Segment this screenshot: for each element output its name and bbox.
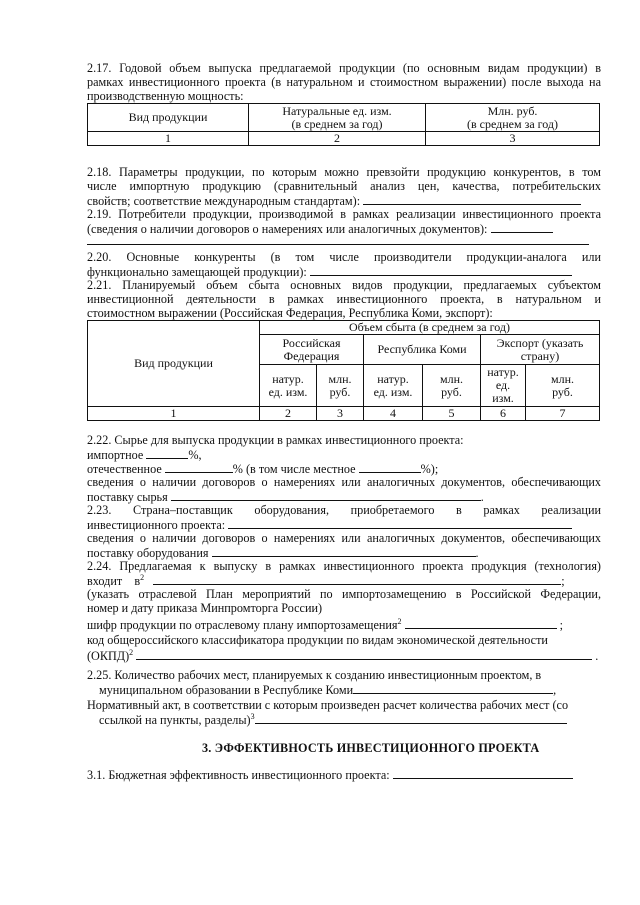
table-cell: 4 bbox=[364, 407, 423, 421]
s31-line bbox=[87, 767, 573, 782]
h: ед. изм. bbox=[373, 384, 413, 399]
col-export-l1: Экспорт (указать bbox=[496, 335, 584, 350]
domestic-label: отечественное bbox=[87, 462, 162, 476]
s224-line1: 2.24. Предлагаемая к выпуску в рамках инвестиционного проекта продукция (технология) bbox=[87, 559, 601, 573]
col-rk-mln bbox=[423, 365, 481, 407]
col-komi-republic: Республика Коми bbox=[364, 335, 481, 365]
s223-line3: сведения о наличии договоров о намерениях или аналогичных документов, обеспечивающих bbox=[87, 531, 601, 545]
h: руб. bbox=[552, 384, 573, 399]
import-plan-code-field[interactable] bbox=[405, 617, 557, 629]
blank-field[interactable] bbox=[171, 489, 481, 501]
blank-field[interactable] bbox=[310, 264, 572, 276]
h: руб. bbox=[329, 384, 351, 399]
col-russian-federation bbox=[260, 335, 364, 365]
col-rf-mln bbox=[317, 365, 364, 407]
s220-line2-text: функционально замещающей продукции): bbox=[87, 265, 307, 279]
s224-line5: шифр продукции по отраслевому плану импортозамещения$^2$ ; bbox=[87, 616, 563, 632]
domestic-percent-field[interactable] bbox=[165, 461, 233, 473]
table-cell: 1 bbox=[88, 407, 260, 421]
col-mln-rub-l2: (в среднем за год) bbox=[466, 116, 559, 131]
enters-label: входит bbox=[87, 574, 123, 588]
s218-line3-text: свойств; соответствие международным стандартам): bbox=[87, 194, 361, 208]
s223-line2 bbox=[87, 517, 572, 532]
col-rf-l1: Российская bbox=[282, 335, 341, 350]
s223-line2-text: инвестиционного проекта: bbox=[87, 518, 226, 532]
col-natural-units bbox=[249, 104, 426, 132]
s221-line3: стоимостном выражении (Российская Федерация, Республика Коми, экспорт): bbox=[87, 306, 493, 320]
col-product-type: Вид продукции bbox=[88, 321, 260, 407]
s221-line1: 2.21. Планируемый объем сбыта основных видов продукции, предлагаемых субъектом bbox=[87, 278, 601, 292]
import-percent-sign: %, bbox=[188, 448, 202, 462]
domestic-end: %); bbox=[420, 462, 439, 476]
s220-line1: 2.20. Основные конкуренты (в том числе производители продукции-аналога или bbox=[87, 250, 601, 264]
s219-line2 bbox=[87, 221, 553, 236]
col-export bbox=[481, 335, 600, 365]
s217-line3: производственную мощность: bbox=[87, 89, 244, 103]
s225-line1: 2.25. Количество рабочих мест, планируемых к созданию инвестиционным проектом, в bbox=[87, 668, 542, 682]
s225-line2: муниципальном образовании в Республике Коми , bbox=[99, 683, 557, 697]
s222-line4: сведения о наличии договоров о намерениях или аналогичных документов, обеспечивающих bbox=[87, 475, 601, 489]
h: натур. bbox=[377, 371, 409, 386]
section-3-title: 3. ЭФФЕКТИВНОСТЬ ИНВЕСТИЦИОННОГО ПРОЕКТА bbox=[202, 741, 540, 755]
col-rk-nat bbox=[364, 365, 423, 407]
footnote-2: 2 bbox=[129, 647, 134, 657]
s224-line2: входит $в^2$ ; bbox=[87, 572, 565, 588]
in-label: в bbox=[134, 574, 141, 588]
s224-line6: код общероссийского классификатора продукции по видам экономической деятельности bbox=[87, 633, 548, 647]
s222-line1: 2.22. Сырье для выпуска продукции в рамках инвестиционного проекта: bbox=[87, 433, 464, 447]
s224-line7: (ОКПД)$^2$ . bbox=[87, 647, 599, 663]
h: изм. bbox=[492, 391, 514, 405]
h: млн. bbox=[439, 371, 463, 386]
h: млн. bbox=[328, 371, 352, 386]
col-mln-rub-l1: Млн. руб. bbox=[487, 103, 538, 118]
table-cell: 3 bbox=[317, 407, 364, 421]
col-rf-l2: Федерация bbox=[283, 348, 340, 363]
s218-line1: 2.18. Параметры продукции, по которым можно превзойти продукцию конкурентов, в том bbox=[87, 165, 601, 179]
footnote-3: 3 bbox=[250, 711, 255, 721]
s220-line2 bbox=[87, 264, 572, 279]
table-cell: 7 bbox=[526, 407, 600, 421]
blank-field[interactable] bbox=[212, 545, 476, 557]
s31-text: 3.1. Бюджетная эффективность инвестиционного проекта: bbox=[87, 768, 390, 782]
table-cell: 6 bbox=[481, 407, 526, 421]
table-cell: 3 bbox=[426, 132, 600, 146]
import-label: импортное bbox=[87, 448, 144, 462]
s218-line2: числе импортную продукцию (сравнительный анализ цен, качества, потребительских bbox=[87, 179, 601, 193]
col-exp-nat bbox=[481, 365, 526, 407]
okpd-label: (ОКПД) bbox=[87, 649, 130, 663]
h: ед. bbox=[495, 378, 511, 392]
col-export-l2: страну) bbox=[520, 348, 560, 363]
s225-line3: Нормативный акт, в соответствии с которым произведен расчет количества рабочих мест (со bbox=[87, 698, 569, 712]
budget-efficiency-field[interactable] bbox=[393, 767, 573, 779]
import-percent-field[interactable] bbox=[146, 447, 188, 459]
col-rf-nat bbox=[260, 365, 317, 407]
col-natural-units-l1: Натуральные ед. изм. bbox=[282, 103, 392, 118]
col-product-type: Вид продукции bbox=[88, 104, 249, 132]
h: руб. bbox=[441, 384, 462, 399]
table-cell: 2 bbox=[260, 407, 317, 421]
footnote-2: 2 bbox=[397, 616, 402, 626]
s224-line4: номер и дату приказа Минпромторга России) bbox=[87, 601, 323, 615]
s221-line2: инвестиционной деятельности в рамках инвестиционного проекта, в натуральном и bbox=[87, 292, 601, 306]
footnote-2: 2 bbox=[140, 572, 145, 582]
s217-line1: 2.17. Годовой объем выпуска предлагаемой продукции (по основным видам продукции) в bbox=[87, 61, 601, 75]
normative-act-field[interactable] bbox=[255, 712, 567, 724]
s219-line2-text: (сведения о наличии договоров о намерениях или аналогичных документов): bbox=[87, 222, 488, 236]
blank-field[interactable] bbox=[153, 573, 561, 585]
s222-line5: поставку сырья . bbox=[87, 490, 484, 504]
s225-line4-text: ссылкой на пункты, разделы) bbox=[99, 713, 251, 727]
table-cell: 2 bbox=[249, 132, 426, 146]
col-exp-mln bbox=[526, 365, 600, 407]
okpd-code-field[interactable] bbox=[136, 648, 592, 660]
blank-field[interactable] bbox=[228, 517, 572, 529]
h: натур. bbox=[272, 371, 304, 386]
table-cell: 1 bbox=[88, 132, 249, 146]
s222-domestic bbox=[87, 461, 438, 476]
s222-import bbox=[87, 447, 202, 462]
col-natural-units-l2: (в среднем за год) bbox=[291, 116, 383, 131]
production-volume-table bbox=[87, 103, 600, 146]
s223-line4-text: поставку оборудования bbox=[87, 546, 209, 560]
h: млн. bbox=[550, 371, 574, 386]
blank-line[interactable] bbox=[87, 244, 589, 245]
table-cell: 5 bbox=[423, 407, 481, 421]
s223-line4: поставку оборудования . bbox=[87, 546, 479, 560]
s218-line3 bbox=[87, 193, 581, 208]
workplaces-field[interactable] bbox=[353, 682, 553, 694]
sales-volume-header: Объем сбыта (в среднем за год) bbox=[260, 321, 600, 335]
s223-line1: 2.23. Страна–поставщик оборудования, приобретаемого в рамках реализации bbox=[87, 503, 601, 517]
s224-line3: (указать отраслевой План мероприятий по импортозамещению в Российской Федерации, bbox=[87, 587, 601, 601]
local-percent-field[interactable] bbox=[359, 461, 421, 473]
s225-line4 bbox=[99, 712, 567, 727]
s225-line2-text: муниципальном образовании в Республике Коми bbox=[99, 683, 354, 697]
h: ед. изм. bbox=[268, 384, 308, 399]
sales-volume-table bbox=[87, 320, 600, 421]
blank-field[interactable] bbox=[491, 221, 553, 233]
s224-line5-text: шифр продукции по отраслевому плану импортозамещения bbox=[87, 618, 398, 632]
s219-line1: 2.19. Потребители продукции, производимой в рамках реализации инвестиционного проекта bbox=[87, 207, 601, 221]
h: натур. bbox=[487, 365, 519, 379]
s222-line5-text: поставку сырья bbox=[87, 490, 168, 504]
domestic-mid: % (в том числе местное bbox=[232, 462, 356, 476]
col-mln-rub bbox=[426, 104, 600, 132]
s217-line2: рамках инвестиционного проекта (в натуральном и стоимостном выражении) после выхода на bbox=[87, 75, 601, 89]
blank-field[interactable] bbox=[363, 193, 581, 205]
